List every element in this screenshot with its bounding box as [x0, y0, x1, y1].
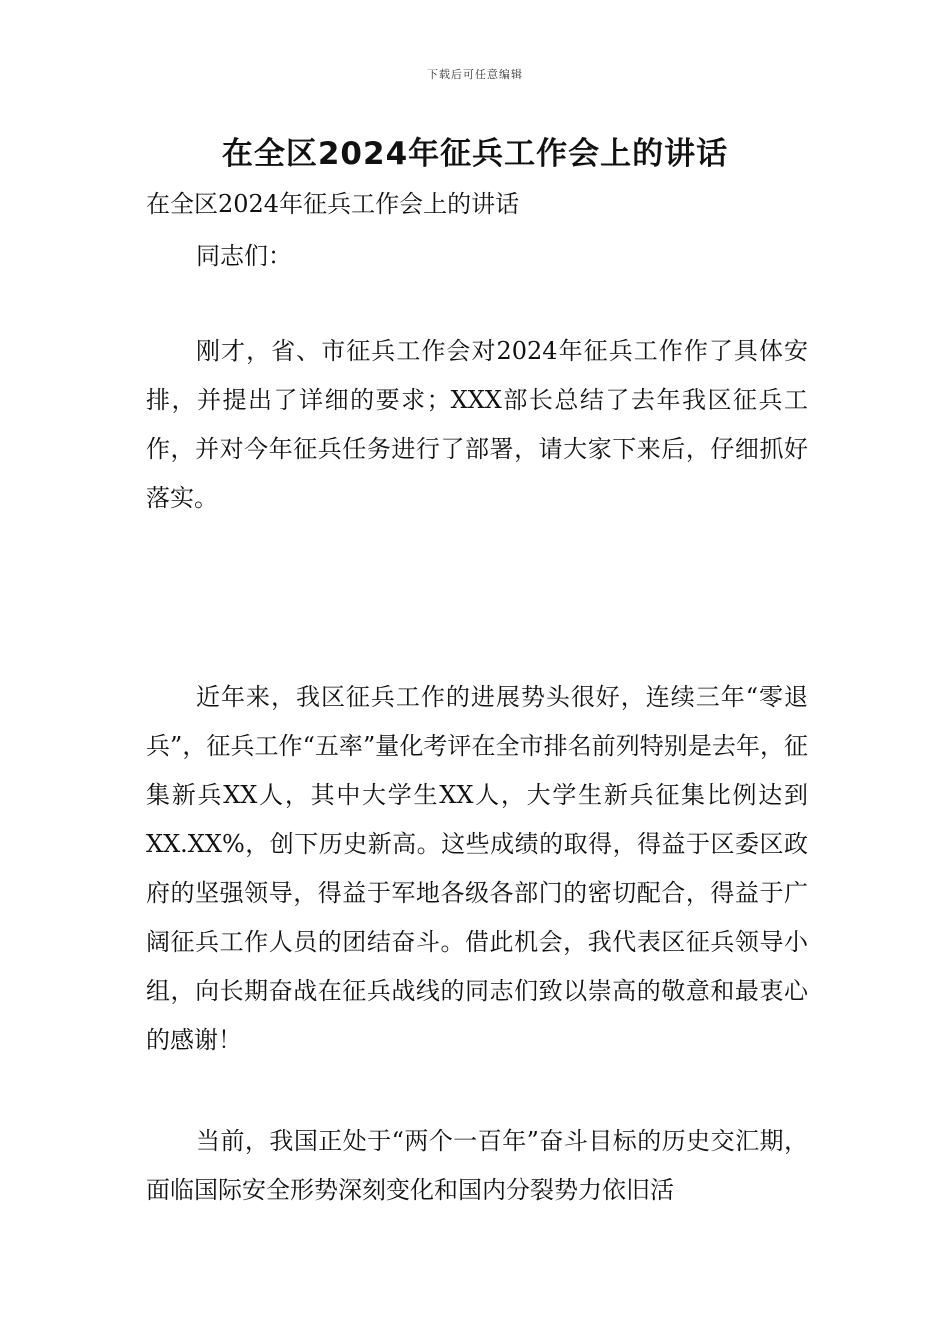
document-subtitle: 在全区2024年征兵工作会上的讲话	[146, 190, 520, 218]
salutation: 同志们：	[196, 242, 292, 270]
paragraph-3: 当前，我国正处于“两个一百年”奋斗目标的历史交汇期，面临国际安全形势深刻变化和国内分裂势力依旧活	[146, 1127, 808, 1204]
document-title: 在全区2024年征兵工作会上的讲话	[221, 136, 729, 172]
paragraph-2: 近年来，我区征兵工作的进展势头很好，连续三年“零退兵”，征兵工作“五率”量化考评在全市排名前列特别是去年，征集新兵XX人，其中大学生XX人，大学生新兵征集比例达到XX.XX%，创下历史新高。这些成绩的取得，得益于区委区政府的坚强领导，得益于军地各级各部门的密切配合，得益于广阔征兵工作人员的团结奋斗。借此机会，我代表区征兵领导小组，向长期奋战在征兵战线的同志们致以崇高的敬意和最衷心的感谢！	[146, 683, 808, 1054]
paragraph-1: 刚才，省、市征兵工作会对2024年征兵工作作了具体安排，并提出了详细的要求；XXX部长总结了去年我区征兵工作，并对今年征兵任务进行了部署，请大家下来后，仔细抓好落实。	[146, 337, 808, 512]
header-note: 下载后可任意编辑	[427, 68, 523, 81]
